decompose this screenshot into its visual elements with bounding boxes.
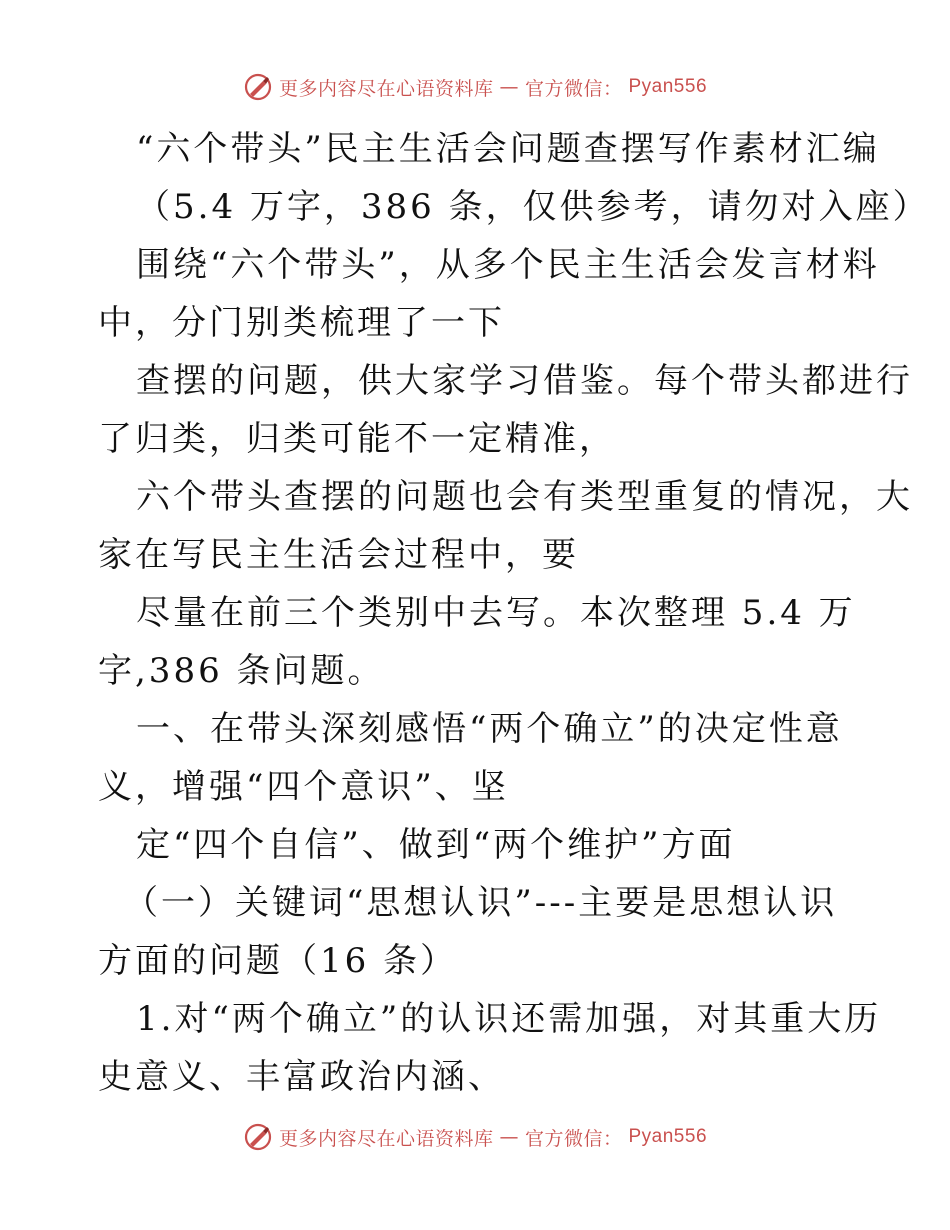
paragraph-line: 尽量在前三个类别中去写。本次整理 5.4 万	[136, 593, 856, 633]
document-subtitle: （5.4 万字，386 条，仅供参考，请勿对入座）	[136, 187, 930, 227]
list-item: 1.对“两个确立”的认识还需加强，对其重大历	[136, 999, 882, 1039]
watermark-wechat-id: Pyan556	[628, 1126, 708, 1147]
watermark-wechat-label: 官方微信：	[524, 77, 623, 100]
document-body	[98, 122, 930, 1108]
pen-logo-icon	[243, 1122, 273, 1152]
pen-logo-icon	[243, 72, 273, 102]
watermark-wechat-id: Pyan556	[628, 76, 708, 97]
subsection-heading: （一）关键词“思想认识”---主要是思想认识	[124, 883, 838, 923]
paragraph-line: 六个带头查摆的问题也会有类型重复的情况，大	[136, 477, 913, 517]
document-title: “六个带头”民主生活会问题查摆写作素材汇编	[136, 129, 880, 169]
section-heading: 义，增强“四个意识”、坚	[98, 767, 509, 807]
paragraph-line: 了归类，归类可能不一定精准，	[98, 419, 616, 459]
paragraph-line: 字,386 条问题。	[98, 651, 385, 691]
watermark-wechat-label: 官方微信：	[524, 1127, 623, 1150]
paragraph-line: 查摆的问题，供大家学习借鉴。每个带头都进行	[136, 361, 913, 401]
watermark-text: 更多内容尽在心语资料库	[278, 1127, 494, 1150]
subsection-heading: 方面的问题（16 条）	[98, 941, 458, 981]
watermark-text: 更多内容尽在心语资料库	[278, 77, 494, 100]
list-item: 史意义、丰富政治内涵、	[98, 1057, 505, 1097]
section-heading: 定“四个自信”、做到“两个维护”方面	[136, 825, 736, 865]
section-heading: 一、在带头深刻感悟“两个确立”的决定性意	[136, 709, 843, 749]
paragraph-line: 围绕“六个带头”，从多个民主生活会发言材料	[136, 245, 880, 285]
watermark-separator: —	[499, 1126, 519, 1148]
paragraph-line: 家在写民主生活会过程中，要	[98, 535, 579, 575]
footer-watermark	[0, 1122, 950, 1152]
watermark-separator: —	[499, 76, 519, 98]
header-watermark	[0, 72, 950, 102]
paragraph-line: 中，分门别类梳理了一下	[98, 303, 505, 343]
